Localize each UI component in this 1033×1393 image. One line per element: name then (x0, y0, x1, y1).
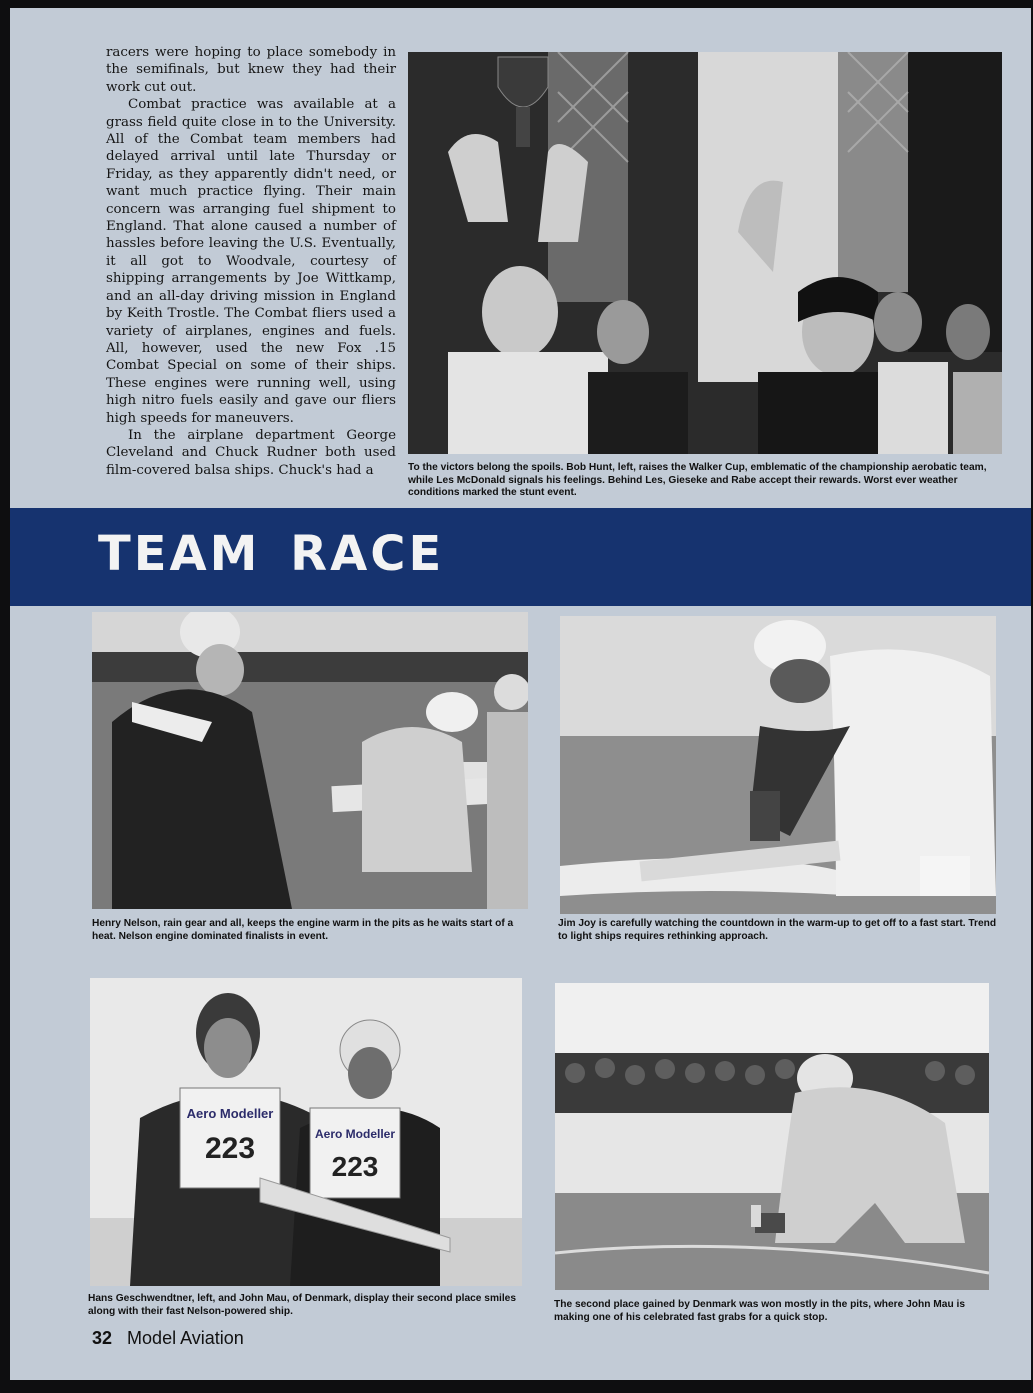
nelson-photo (92, 612, 528, 909)
page-number: 32 (92, 1328, 113, 1348)
section-banner (10, 508, 1031, 606)
page-footer (92, 1328, 244, 1349)
joy-photo (560, 616, 996, 914)
article-paragraph: Combat practice was available at a grass field quite close in to the University. All of the Combat team members had delayed arrival until late Thursday or Friday, as they apparently didn't need, or want much practice flying. Their main concern was arranging fuel shipment to England. That alone caused a number of hassles before leaving the U.S. Eventually, it all got to Woodvale, courtesy of shipping arrangements by Joe Wittkamp, and an all-day driving mission in England by Keith Trostle. The Combat fliers used a variety of airplanes, engines and fuels. All, however, used the new Fox .15 Combat Special on some of their ships. These engines were running well, using high nitro fuels easily and gave our fliers high speeds for maneuvers. (106, 97, 396, 426)
hans-caption: Hans Geschwendtner, left, and John Mau, of Denmark, display their second place smiles along with their fast Nelson-powered ship. (88, 1293, 516, 1317)
joy-caption: Jim Joy is carefully watching the countdown in the warm-up to get off to a fast start. Trend to light ships requires rethinking approach. (558, 918, 997, 942)
bib-number-left: 223 (204, 1132, 256, 1165)
bib-number-right: 223 (331, 1151, 379, 1182)
nelson-caption: Henry Nelson, rain gear and all, keeps the engine warm in the pits as he waits start of a heat. Nelson engine dominated finalists in event. (92, 918, 514, 942)
denmark-photo (555, 983, 989, 1290)
trophy-photo (408, 52, 1002, 454)
trophy-caption: To the victors belong the spoils. Bob Hunt, left, raises the Walker Cup, emblematic of the championship aerobatic team, while Les McDonald signals his feelings. Behind Les, Gieseke and Rabe accept their rewards. Worst ever weather conditions marked the stunt event. (408, 462, 987, 499)
publication-name: Model Aviation (127, 1328, 244, 1348)
denmark-caption: The second place gained by Denmark was won mostly in the pits, where John Mau is making one of his celebrated fast grabs for a quick stop. (554, 1299, 965, 1323)
hans-photo (90, 978, 522, 1286)
bib-text-right: Aero Modeller (314, 1127, 396, 1141)
article-paragraph: In the airplane department George Cleveland and Chuck Rudner both used film-covered balsa ships. Chuck's had a (106, 427, 396, 478)
article-column (106, 44, 396, 479)
article-paragraph: racers were hoping to place somebody in the semifinals, but knew they had their work cut out. (106, 45, 396, 95)
bib-text-left: Aero Modeller (186, 1106, 274, 1121)
magazine-page (10, 8, 1031, 1380)
section-title: TEAM RACE (98, 526, 445, 582)
